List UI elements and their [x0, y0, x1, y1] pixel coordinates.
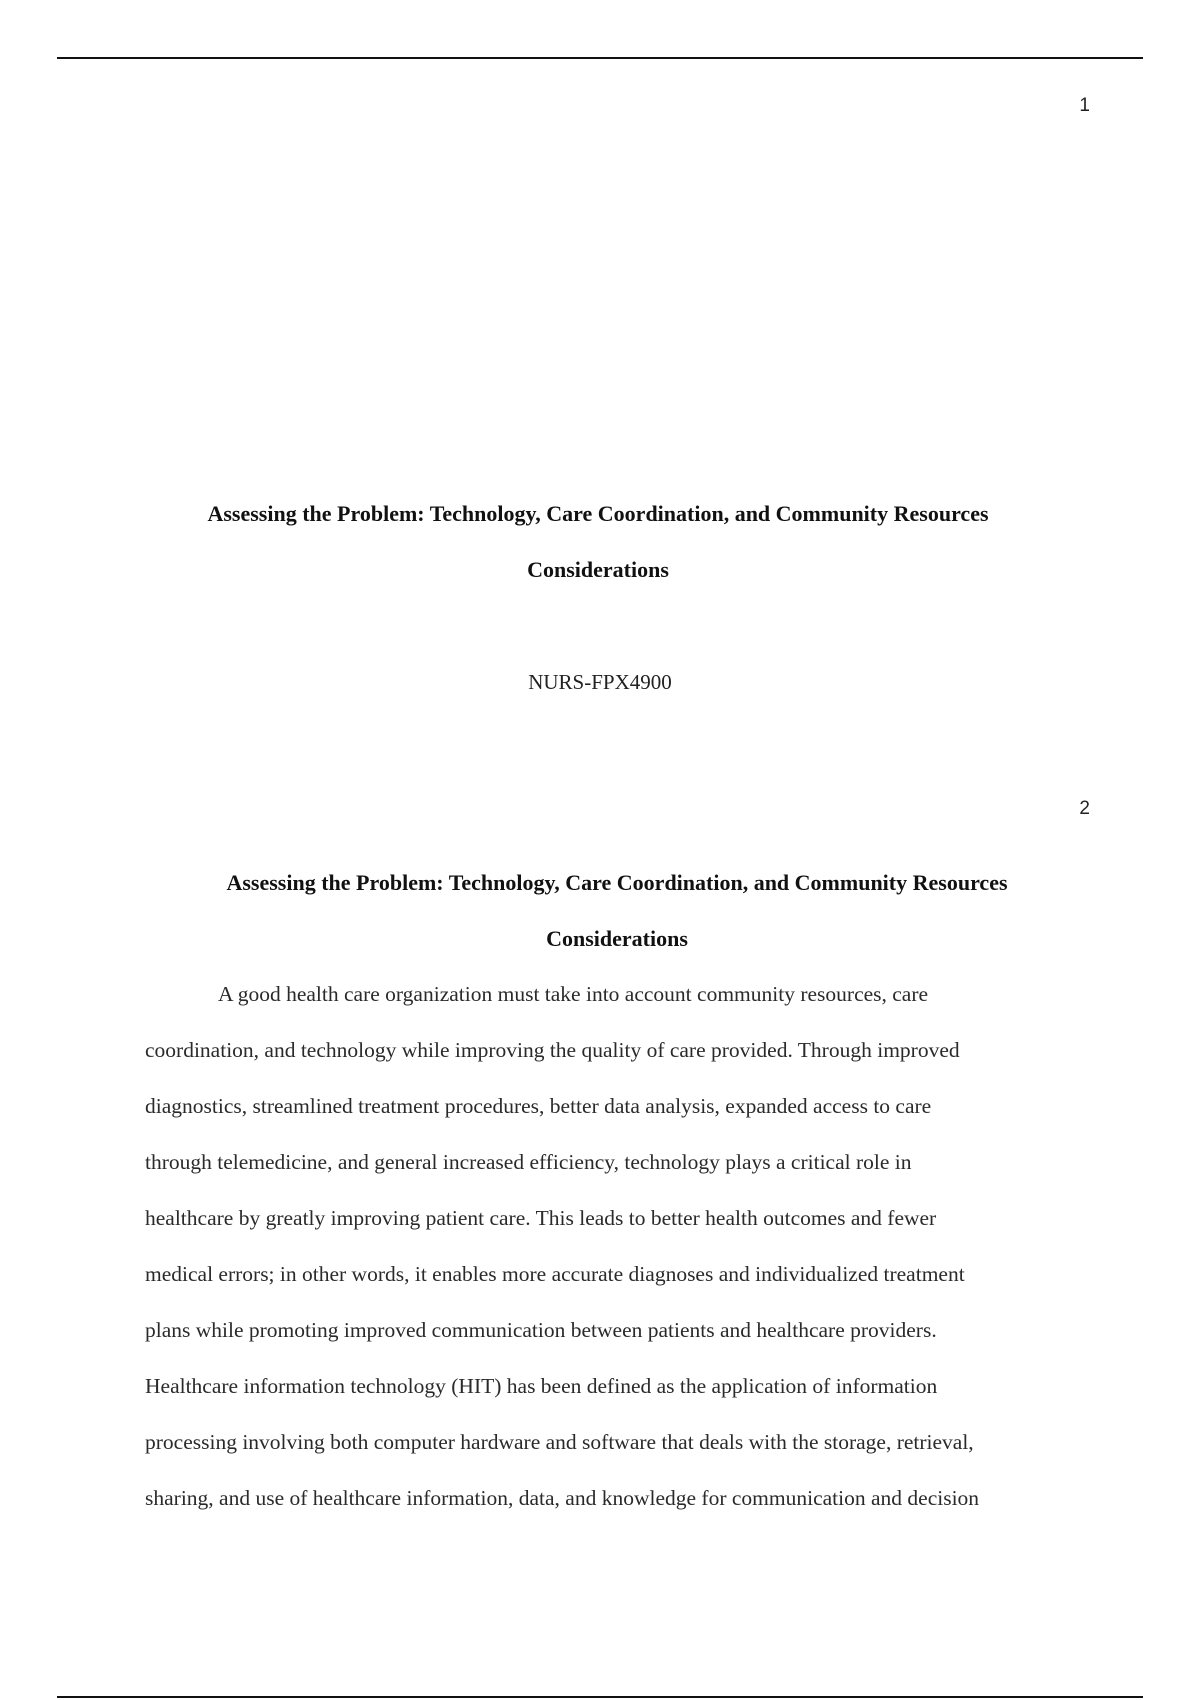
- title-page-2: [117, 855, 1117, 967]
- body-line: A good health care organization must take into account community resources, care: [218, 982, 929, 1006]
- body-line: through telemedicine, and general increased efficiency, technology plays a critical role in: [145, 1150, 912, 1174]
- title-page-1: [98, 486, 1098, 598]
- body-line: processing involving both computer hardware and software that deals with the storage, retrieval,: [145, 1430, 974, 1454]
- course-code: NURS-FPX4900: [528, 670, 672, 694]
- page-top-rule: [57, 57, 1143, 59]
- title-line-1: Assessing the Problem: Technology, Care Coordination, and Community Resources: [207, 501, 989, 526]
- body-paragraph: [145, 966, 1080, 1526]
- page-bottom-rule: [57, 1696, 1143, 1698]
- body-line: medical errors; in other words, it enables more accurate diagnoses and individualized treatment: [145, 1262, 965, 1286]
- body-line: sharing, and use of healthcare information, data, and knowledge for communication and decision: [145, 1486, 980, 1510]
- page-number-2: 2: [1079, 798, 1090, 819]
- page-number-1: 1: [1079, 95, 1090, 116]
- title-line-2: Considerations: [527, 557, 669, 582]
- body-line: coordination, and technology while improving the quality of care provided. Through improved: [145, 1038, 960, 1062]
- body-line: plans while promoting improved communication between patients and healthcare providers.: [145, 1318, 937, 1342]
- body-line: healthcare by greatly improving patient care. This leads to better health outcomes and fewer: [145, 1206, 937, 1230]
- title-line-1: Assessing the Problem: Technology, Care Coordination, and Community Resources: [226, 870, 1008, 895]
- body-line: Healthcare information technology (HIT) has been defined as the application of information: [145, 1374, 938, 1398]
- title-line-2: Considerations: [546, 926, 688, 951]
- body-line: diagnostics, streamlined treatment procedures, better data analysis, expanded access to care: [145, 1094, 932, 1118]
